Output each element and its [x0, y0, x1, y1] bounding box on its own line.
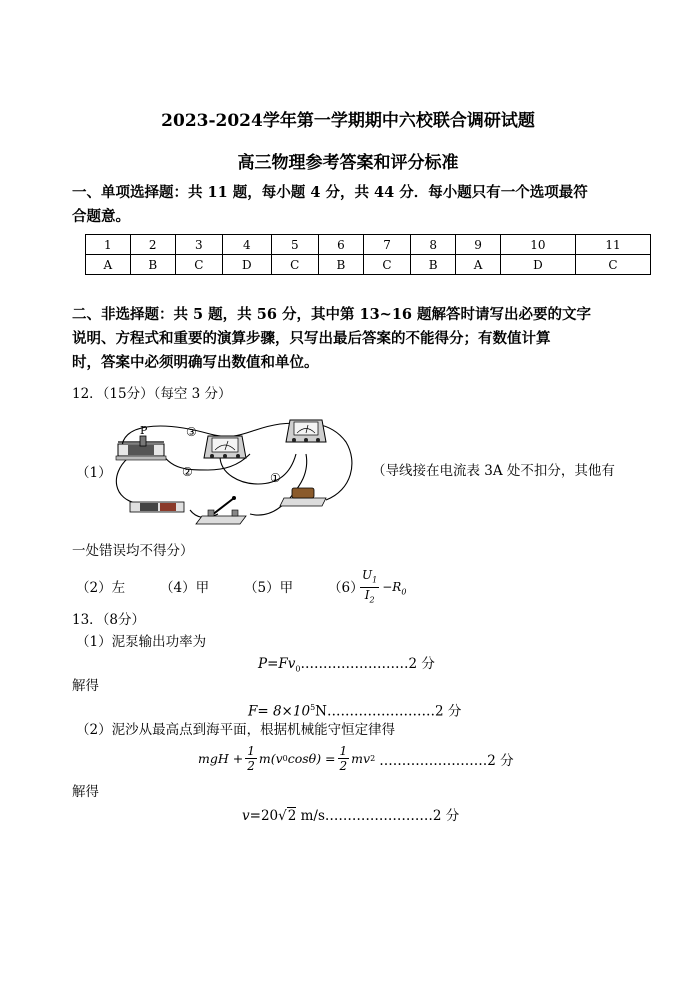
q13-jiede-1: 解得: [72, 678, 99, 694]
q13-jiede-2: 解得: [72, 784, 99, 800]
answer-cell: A: [86, 255, 131, 275]
q13-part2: （2）泥沙从最高点到海平面，根据机械能守恒定律得: [76, 722, 396, 738]
q13-equation-2: $F= 8\times 10^5N\dots\dots\dots\dots\dots\dots\dots\dots 2$ 分: [248, 703, 462, 720]
label-circle-3: ③: [186, 425, 197, 439]
battery-icon: [130, 502, 184, 512]
section1-heading: [72, 181, 632, 229]
answer-cell: D: [500, 255, 575, 275]
q12-answer-6-formula: $\frac{U_1}{I_2}$ $-R_0$: [360, 568, 406, 608]
q12-answer-2: （2）左: [76, 580, 126, 596]
voltmeter-icon: [286, 420, 326, 442]
q13-equation-4: v=20√2 m/s……………………2 分: [242, 808, 460, 824]
q12-answer-4: （4）甲: [160, 580, 210, 596]
q12-note-cont: 一处错误均不得分）: [72, 543, 194, 559]
q12-part1-label: （1）: [76, 465, 112, 481]
q12-header: 12．（15分）（每空 3 分）: [72, 386, 232, 402]
answer-cell: C: [175, 255, 222, 275]
section2-line1: 二、非选择题：共 5 题，共 56 分，其中第 13~16 题解答时请写出必要的文字: [72, 306, 592, 323]
section1-line2: 合题意。: [72, 208, 130, 225]
question-number: 9: [456, 235, 501, 255]
fraction-half: $\frac{1}{2}$: [247, 744, 255, 773]
section2-heading: [72, 303, 642, 375]
answer-table: [85, 234, 651, 275]
q12-note-right: （导线接在电流表 3A 处不扣分，其他有: [372, 463, 615, 479]
section1-line1: 一、单项选择题：共 11 题，每小题 4 分，共 44 分．每小题只有一个选项最符: [72, 184, 588, 201]
answer-cell: B: [318, 255, 363, 275]
answer-cell: C: [271, 255, 318, 275]
q13-part1: （1）泥泵输出功率为: [76, 634, 207, 650]
question-number: 10: [500, 235, 575, 255]
question-number: 3: [175, 235, 222, 255]
question-number: 11: [575, 235, 650, 255]
section2-line2: 说明、方程式和重要的演算步骤，只写出最后答案的不能得分；有数值计算: [72, 330, 551, 347]
q12-answer-5: （5）甲: [244, 580, 294, 596]
answer-table-number-row: [86, 235, 651, 255]
answer-table-answer-row: [86, 255, 651, 275]
resistor-icon: [280, 488, 326, 506]
question-number: 8: [411, 235, 456, 255]
answer-cell: C: [364, 255, 411, 275]
question-number: 7: [364, 235, 411, 255]
q12-answer-6-label: （6）: [328, 580, 364, 596]
question-number: 4: [222, 235, 271, 255]
answer-cell: B: [411, 255, 456, 275]
answer-cell: C: [575, 255, 650, 275]
question-number: 1: [86, 235, 131, 255]
fraction-half: $\frac{1}{2}$: [339, 744, 348, 773]
question-number: 2: [130, 235, 175, 255]
ammeter-icon: [204, 436, 246, 458]
label-circle-2: ②: [182, 465, 193, 479]
section2-line3: 时，答案中必须明确写出数值和单位。: [72, 354, 319, 371]
answer-cell: A: [456, 255, 501, 275]
q13-equation-1: $P=Fv_0\dots\dots\dots\dots\dots\dots\dots\dots 2$ 分: [258, 656, 435, 674]
question-number: 5: [271, 235, 318, 255]
fraction: $\frac{U_1}{I_2}$: [362, 568, 378, 605]
label-circle-1: ①: [270, 471, 281, 485]
switch-icon: [196, 496, 246, 524]
q13-header: 13．（8分）: [72, 612, 146, 628]
label-p: P: [140, 424, 148, 437]
page-title: 2023-2024学年第一学期期中六校联合调研试题: [161, 111, 535, 131]
answer-cell: B: [130, 255, 175, 275]
q13-equation-3: mgH + $\frac{1}{2}$ m(v 0 cosθ) = $\frac{1}{2}$ mv 2 ……………………2 分: [198, 744, 514, 773]
circuit-diagram: [100, 414, 362, 526]
answer-cell: D: [222, 255, 271, 275]
question-number: 6: [318, 235, 363, 255]
page-subtitle: 高三物理参考答案和评分标准: [237, 153, 459, 173]
